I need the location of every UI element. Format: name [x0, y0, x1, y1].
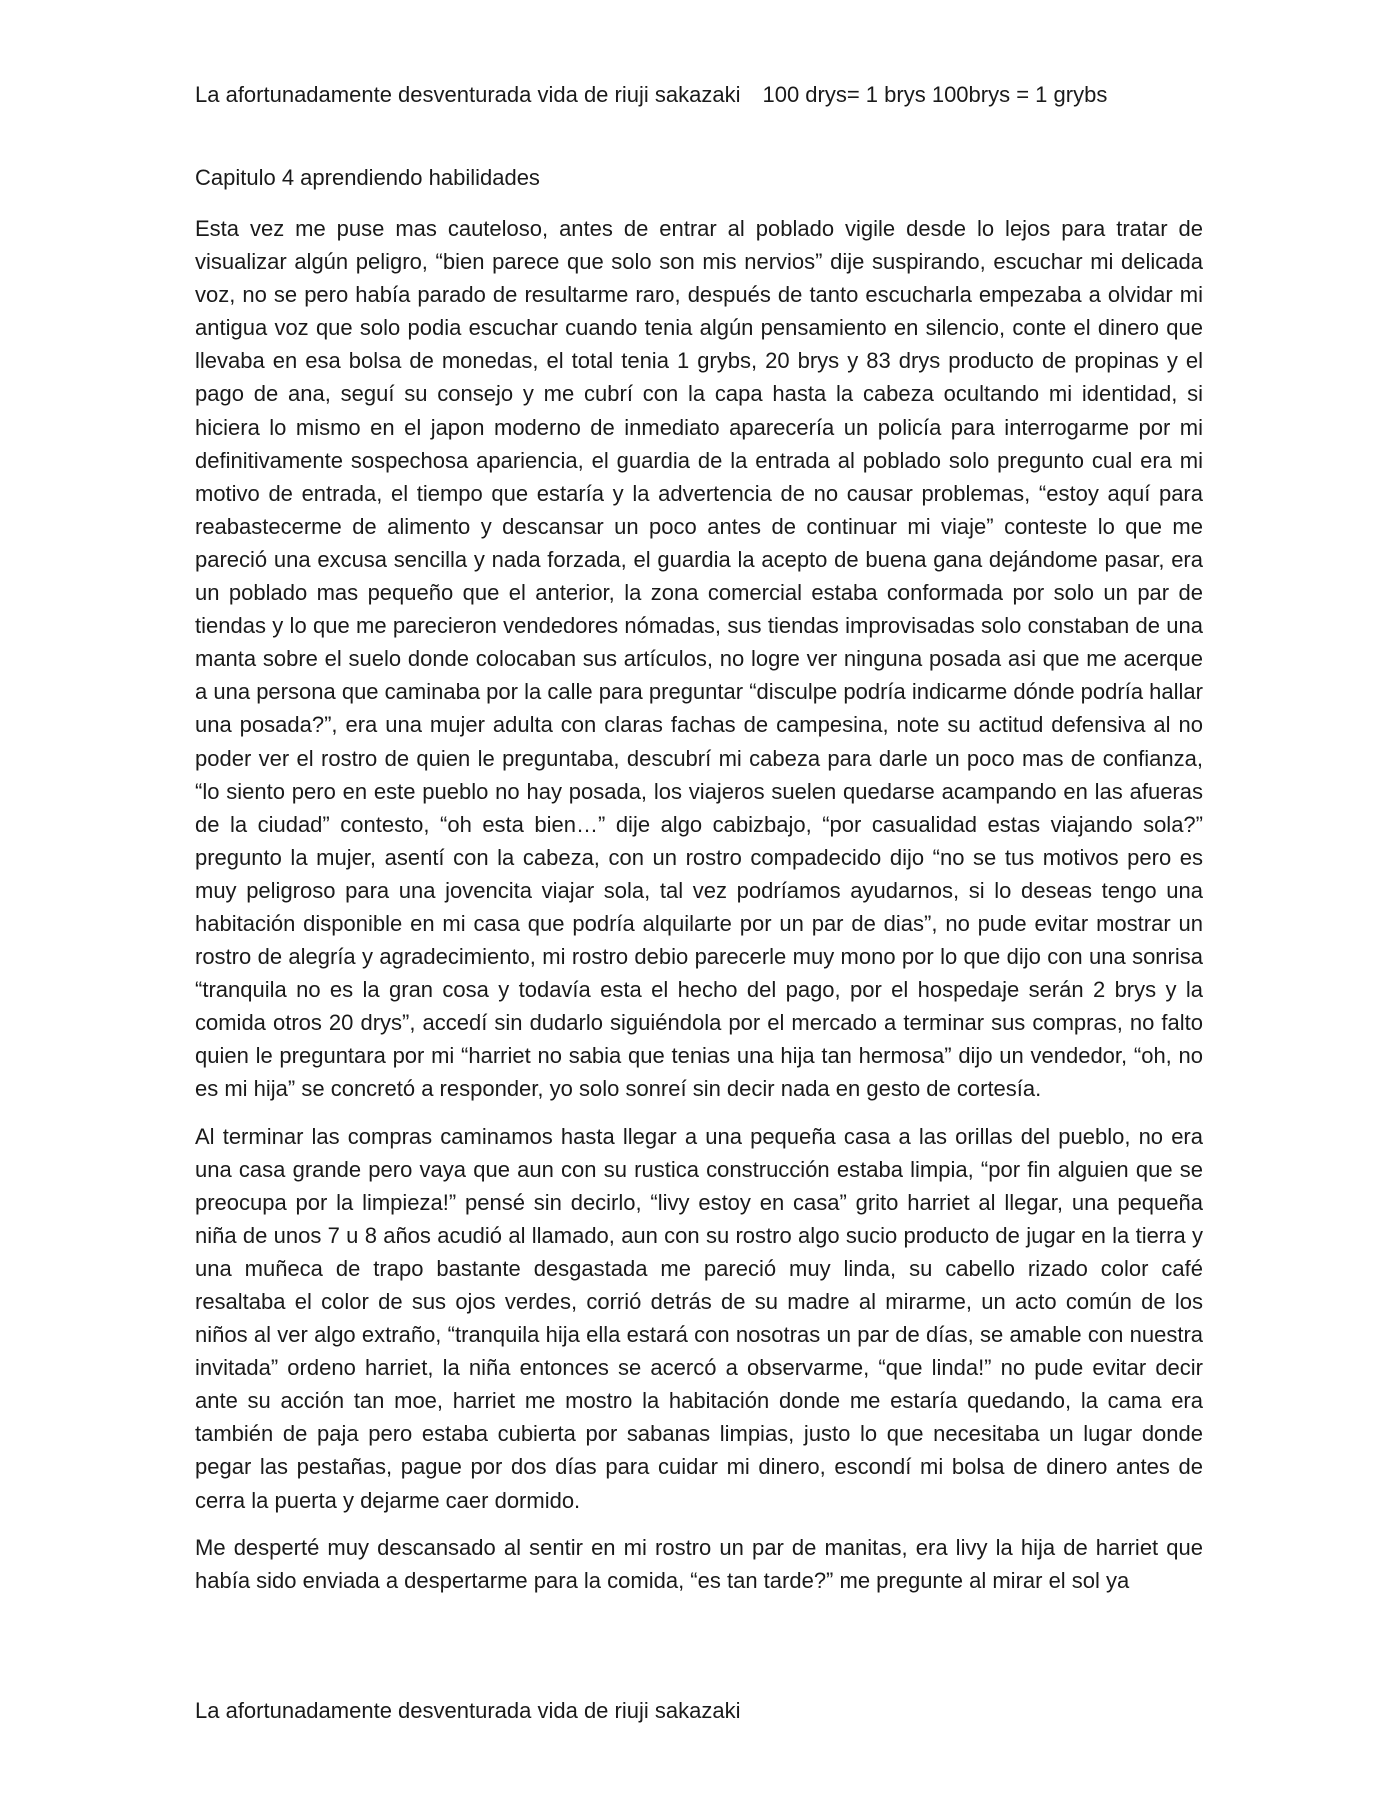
paragraph: Al terminar las compras caminamos hasta llegar a una pequeña casa a las orillas del pueblo, no era una casa grande pero vaya que aun con su rustica construcción estaba limpia, “por fin alguien que se preocupa por la limpieza!” pensé sin decirlo, “livy estoy en casa” grito harriet al llegar, una pequeña niña de unos 7 u 8 años acudió al llamado, aun con su rostro algo sucio producto de jugar en la tierra y una muñeca de trapo bastante desgastada me pareció muy linda, su cabello rizado color café resaltaba el color de sus ojos verdes, corrió detrás de su madre al mirarme, un acto común de los niños al ver algo extraño, “tranquila hija ella estará con nosotras un par de días, se amable con nuestra invitada” ordeno harriet, la niña entonces se acercó a observarme, “que linda!” no pude evitar decir ante su acción tan moe, harriet me mostro la habitación donde me estaría quedando, la cama era también de paja pero estaba cubierta por sabanas limpias, justo lo que necesitaba un lugar donde pegar las pestañas, pague por dos días para cuidar mi dinero, escondí mi bolsa de dinero antes de cerra la puerta y dejarme caer dormido.	[195, 1123, 1203, 1513]
page-header	[195, 80, 1107, 110]
header-title: La afortunadamente desventurada vida de riuji sakazaki	[195, 82, 741, 107]
paragraph: Me desperté muy descansado al sentir en mi rostro un par de manitas, era livy la hija de harriet que había sido enviada a despertarme para la comida, “es tan tarde?” me pregunte al mirar el sol ya	[195, 1534, 1203, 1593]
paragraph: Esta vez me puse mas cauteloso, antes de entrar al poblado vigile desde lo lejos para tratar de visualizar algún peligro, “bien parece que solo son mis nervios” dije suspirando, escuchar mi delicada voz, no se pero había parado de resultarme raro, después de tanto escucharla empezaba a olvidar mi antigua voz que solo podia escuchar cuando tenia algún pensamiento en silencio, conte el dinero que llevaba en esa bolsa de monedas, el total tenia 1 grybs, 20 brys y 83 drys producto de propinas y el pago de ana, seguí su consejo y me cubrí con la capa hasta la cabeza ocultando mi identidad, si hiciera lo mismo en el japon moderno de inmediato aparecería un policía para interrogarme por mi definitivamente sospechosa apariencia, el guardia de la entrada al poblado solo pregunto cual era mi motivo de entrada, el tiempo que estaría y la advertencia de no causar problemas, “estoy aquí para reabastecerme de alimento y descansar un poco antes de continuar mi viaje” conteste lo que me pareció una excusa sencilla y nada forzada, el guardia la acepto de buena gana dejándome pasar, era un poblado mas pequeño que el anterior, la zona comercial estaba conformada por solo un par de tiendas y lo que me parecieron vendedores nómadas, sus tiendas improvisadas solo constaban de una manta sobre el suelo donde colocaban sus artículos, no logre ver ninguna posada asi que me acerque a una persona que caminaba por la calle para preguntar “disculpe podría indicarme dónde podría hallar una posada?”, era una mujer adulta con claras fachas de campesina, note su actitud defensiva al no poder ver el rostro de quien le preguntaba, descubrí mi cabeza para darle un poco mas de confianza, “lo siento pero en este pueblo no hay posada, los viajeros suelen quedarse acampando en las afueras de la ciudad” contesto, “oh esta bien…” dije algo cabizbajo, “por casualidad estas viajando sola?” pregunto la mujer, asentí con la cabeza, con un rostro compadecido dijo “no se tus motivos pero es muy peligroso para una jovencita viajar sola, tal vez podríamos ayudarnos, si lo deseas tengo una habitación disponible en mi casa que podría alquilarte por un par de dias”, no pude evitar mostrar un rostro de alegría y agradecimiento, mi rostro debio parecerle muy mono por lo que dijo con una sonrisa “tranquila no es la gran cosa y todavía esta el hecho del pago, por el hospedaje serán 2 brys y la comida otros 20 drys”, accedí sin dudarlo siguiéndola por el mercado a terminar sus compras, no falto quien le preguntara por mi “harriet no sabia que tenias una hija tan hermosa” dijo un vendedor, “oh, no es mi hija” se concretó a responder, yo solo sonreí sin decir nada en gesto de cortesía.	[195, 216, 1203, 1102]
header-currency-note: 100 drys= 1 brys 100brys = 1 grybs	[762, 82, 1108, 107]
chapter-heading: Capitulo 4 aprendiendo habilidades	[195, 165, 540, 190]
footer-title: La afortunadamente desventurada vida de riuji sakazaki	[195, 1698, 741, 1723]
page-footer	[195, 1696, 740, 1726]
body-text	[195, 212, 1203, 1611]
